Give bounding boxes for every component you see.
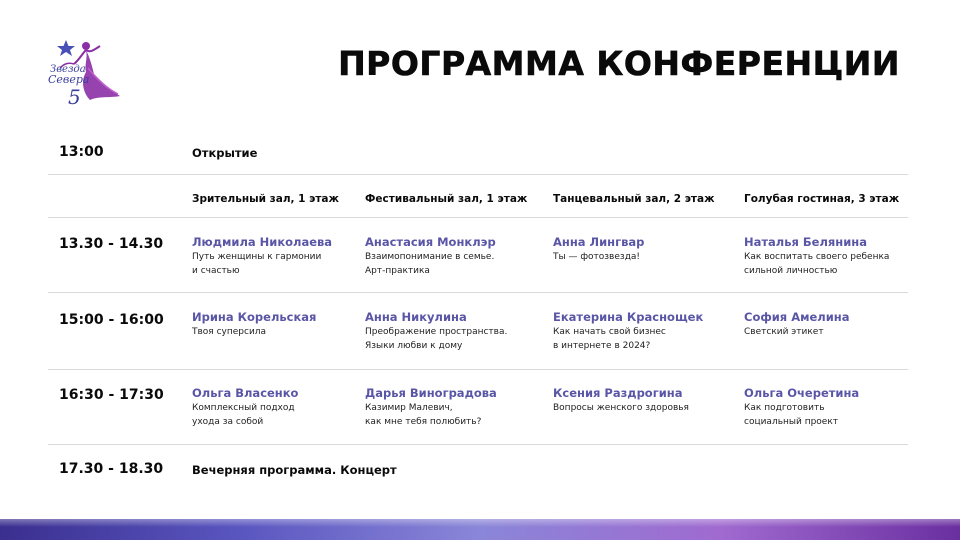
svg-text:Звезда: Звезда (50, 64, 86, 75)
opening-time: 13:00 (59, 144, 104, 160)
session-topic: Комплексный подход ухода за собой (192, 403, 295, 427)
slot-time: 15:00 - 16:00 (59, 312, 164, 328)
session-cell (365, 310, 507, 353)
svg-text:Севера: Севера (48, 73, 90, 86)
speaker-name: Анна Лингвар (553, 235, 645, 249)
session-topic: Как начать свой бизнес в интернете в 2024? (553, 327, 666, 351)
session-cell (553, 235, 644, 265)
session-topic: Казимир Малевич, как мне тебя полюбить? (365, 403, 482, 427)
conference-logo (44, 38, 126, 108)
session-cell (365, 235, 496, 278)
speaker-name: Анна Никулина (365, 310, 467, 324)
session-topic: Как подготовить социальный проект (744, 403, 839, 427)
halls-header-row (48, 175, 908, 218)
session-topic: Светский этикет (744, 327, 824, 337)
session-cell (192, 386, 298, 429)
session-cell (744, 235, 889, 278)
schedule-row-opening (48, 132, 908, 175)
session-topic: Ты — фотозвезда! (553, 252, 641, 262)
session-cell (744, 310, 849, 340)
session-topic: Как воспитать своего ребенка сильной личностью (744, 252, 890, 276)
speaker-name: Дарья Виноградова (365, 386, 497, 400)
star-dancer-logo-icon (44, 38, 126, 108)
slot-time: 16:30 - 17:30 (59, 387, 164, 403)
session-topic: Путь женщины к гармонии и счастью (192, 252, 322, 276)
speaker-name: Ксения Раздрогина (553, 386, 683, 400)
hall-header: Зрительный зал, 1 этаж (192, 193, 339, 205)
schedule-row-slot (48, 218, 908, 293)
page-title: ПРОГРАММА КОНФЕРЕНЦИИ (338, 44, 900, 83)
session-topic: Вопросы женского здоровья (553, 403, 689, 413)
evening-label: Вечерняя программа. Концерт (192, 463, 397, 477)
speaker-name: Екатерина Краснощек (553, 310, 704, 324)
session-cell (365, 386, 497, 429)
schedule-row-slot (48, 293, 908, 370)
opening-label: Открытие (192, 146, 258, 160)
speaker-name: Наталья Белянина (744, 235, 867, 249)
session-cell (192, 235, 332, 278)
session-cell (553, 386, 689, 416)
speaker-name: Людмила Николаева (192, 235, 333, 249)
svg-text:5: 5 (68, 85, 81, 108)
slot-time: 13.30 - 14.30 (59, 236, 164, 252)
evening-time: 17.30 - 18.30 (59, 461, 164, 477)
session-cell (192, 310, 316, 340)
speaker-name: Анастасия Монклэр (365, 235, 496, 249)
schedule-row-slot (48, 370, 908, 445)
decorative-footer-bar (0, 519, 960, 540)
speaker-name: Ольга Власенко (192, 386, 299, 400)
session-topic: Взаимопонимание в семье. Арт-практика (365, 252, 495, 276)
session-topic: Твоя суперсила (192, 327, 267, 337)
hall-header: Фестивальный зал, 1 этаж (365, 193, 528, 205)
speaker-name: Ольга Очеретина (744, 386, 860, 400)
speaker-name: Ирина Корельская (192, 310, 317, 324)
session-cell (744, 386, 859, 429)
session-topic: Преображение пространства. Языки любви к дому (365, 327, 508, 351)
hall-header: Танцевальный зал, 2 этаж (553, 193, 715, 205)
conference-schedule (48, 132, 908, 495)
session-cell (553, 310, 703, 353)
speaker-name: София Амелина (744, 310, 850, 324)
hall-header: Голубая гостиная, 3 этаж (744, 193, 900, 205)
schedule-row-evening (48, 445, 908, 495)
